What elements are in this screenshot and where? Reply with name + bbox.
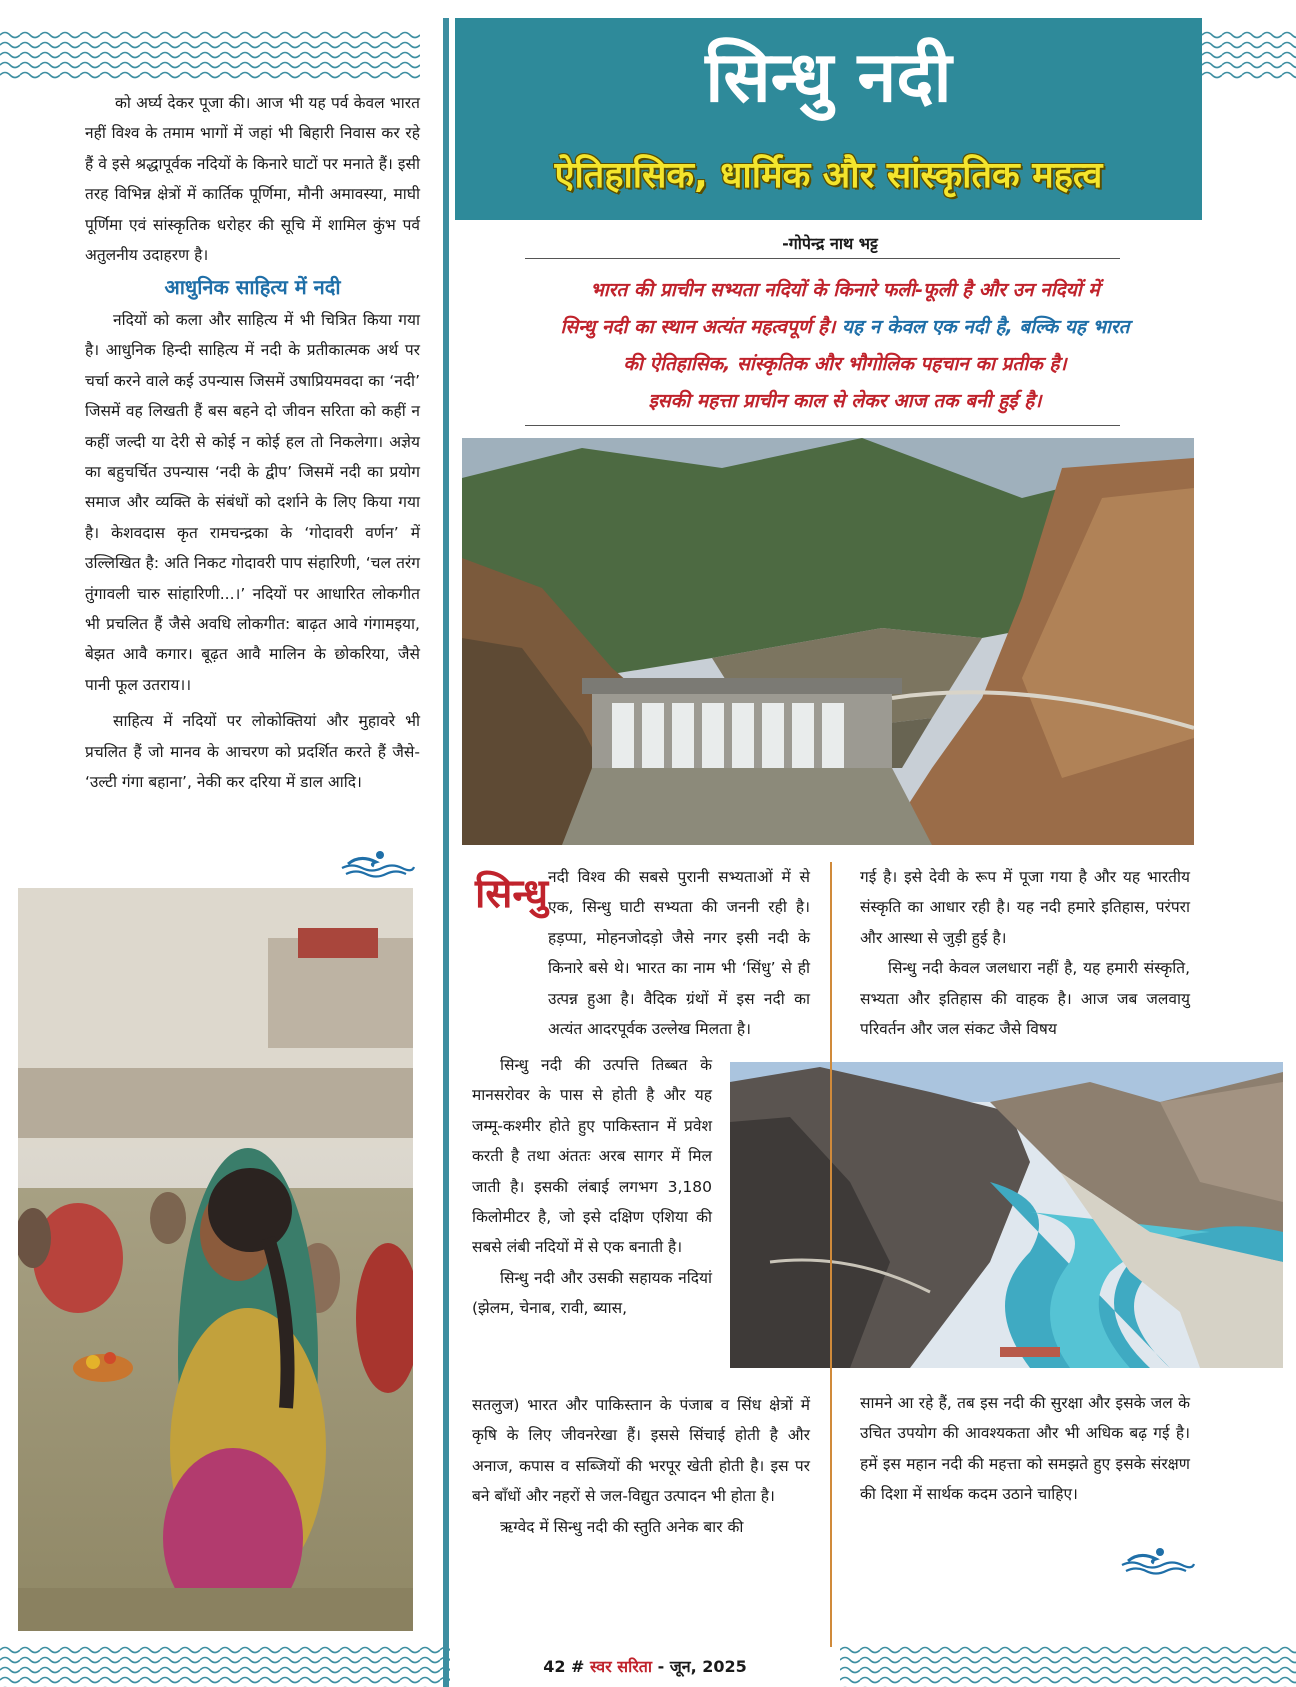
right-para-3: सामने आ रहे हैं, तब इस नदी की सुरक्षा और इसके जल के उचित उपयोग की आवश्यकता और भी अधिक बढ़ गई है। हमें इस महान नदी की महत्ता को समझते हुए इसके संरक्षण की दिशा में सार्थक कदम उठाने चाहिए। (860, 1394, 1190, 1504)
left-para-3: साहित्य में नदियों पर लोकोक्तियां और मुहावरे भी प्रचलित हैं जो मानव के आचरण को प्रदर्शित करते हैं जैसे- ‘उल्टी गंगा बहाना’, नेकी कर दरिया में डाल आदि। (85, 712, 420, 792)
intro-line-3: की ऐतिहासिक, सांस्कृतिक और भौगोलिक पहचान का प्रतीक है। (623, 353, 1067, 375)
middle-para-1a (548, 862, 810, 1044)
photo-river-confluence (730, 1062, 1283, 1368)
left-column-top (85, 88, 420, 270)
left-section-heading: आधुनिक साहित्य में नदी (164, 275, 341, 299)
intro-line-4: इसकी महत्ता प्राचीन काल से लेकर आज तक बनी हुई है। (648, 390, 1042, 412)
left-para-1: को अर्घ्य देकर पूजा की। आज भी यह पर्व केवल भारत नहीं विश्व के तमाम भागों में जहां भी बिहारी निवास कर रहे हैं वे इसे श्रद्धापूर्वक नदियों के किनारे घाटों पर मनाते हैं। इसी तरह विभिन्न क्षेत्रों में कार्तिक पूर्णिमा, मौनी अमावस्या, माघी पूर्णिमा एवं सांस्कृतिक धरोहर की सूचि में शामिल कुंभ पर्व अतुलनीय उदाहरण है। (85, 94, 420, 265)
intro-line-1: भारत की प्राचीन सभ्यता नदियों के किनारे फली-फूली है और उन नदियों में (590, 279, 1100, 301)
wave-ornament-icon (340, 848, 415, 878)
intro-line-2a: सिन्धु नदी का स्थान अत्यंत महत्वपूर्ण है। (560, 316, 836, 338)
dropcap (475, 870, 548, 918)
wave-ornament-icon (1120, 1545, 1195, 1575)
middle-para-4: ऋग्वेद में सिन्धु नदी की स्तुति अनेक बार की (500, 1517, 744, 1536)
intro-standfirst (500, 272, 1190, 420)
intro-bottom-rule (525, 425, 1120, 426)
top-left-wave-band (0, 30, 420, 80)
intro-line-2b: यह न केवल एक नदी है, बल्कि यह भारत (835, 316, 1130, 338)
middle-column-intro (548, 862, 810, 1044)
middle-para-2: सिन्धु नदी की उत्पत्ति तिब्बत के मानसरोवर के पास से होती है और यह जम्मू-कश्मीर होते हुए पाकिस्तान में प्रवेश करती है तथा अंततः अरब सागर में मिल जाती है। इसकी लंबाई लगभग 3,180 किलोमीटर है, जो इसे दक्षिण एशिया की सबसे लंबी नदियों में से एक बनाती है। (472, 1056, 712, 1257)
page-footer (450, 1655, 840, 1677)
middle-para-1-text: नदी विश्व की सबसे पुरानी सभ्यताओं में से एक, सिन्धु घाटी सभ्यता की जननी रही है। हड़प्पा, मोहनजोदड़ो जैसे नगर इसी नदी के किनारे बसे थे। भारत का नाम भी ‘सिंधु’ से ही उत्पन्न हुआ है। वैदिक ग्रंथों में इस नदी का अत्यंत आदरपूर्वक उल्लेख मिलता है। (548, 868, 810, 1039)
title-banner (455, 18, 1202, 220)
left-column-body (85, 305, 420, 798)
magazine-name: स्वर सरिता (590, 1657, 653, 1676)
author-byline: -गोपेन्द्र नाथ भट्ट (782, 234, 878, 253)
article-subtitle: ऐतिहासिक, धार्मिक और सांस्कृतिक महत्व (554, 155, 1103, 196)
column-rule (830, 862, 832, 1647)
bottom-left-wave-band (0, 1645, 450, 1687)
left-para-2: नदियों को कला और साहित्य में भी चित्रित किया गया है। आधुनिक हिन्दी साहित्य में नदी के प्रतीकात्मक अर्थ पर चर्चा करने वाले कई उपन्यास जिसमें उषाप्रियमवदा का ‘नदी’ जिसमें वह लिखती हैं बस बहने दो जीवन सरिता को कहीं न कहीं जल्दी या देरी से कोई न कोई हल तो निकलेगा। अज्ञेय का बहुचर्चित उपन्यास ‘नदी के द्वीप’ जिसमें नदी का प्रयोग समाज और व्यक्ति के संबंधों को दर्शाने के लिए किया गया है। केशवदास कृत रामचन्द्रका के ‘गोदावरी वर्णन’ में उल्लिखित है: अति निकट गोदावरी पाप संहारिणी, ‘चल तरंग तुंगावली चारु सांहारिणी...।’ नदियों पर आधारित लोकगीत भी प्रचलित हैं जैसे अवधि लोकगीत: बाढ़त आवे गंगामइया, बेझत आवै कगार। बूढ़त आवै मालिन के छोकरिया, जैसे पानी फूल उतराय।। (85, 311, 420, 694)
right-column-top (860, 862, 1190, 1044)
middle-column-body (472, 1050, 712, 1324)
middle-para-3a: सिन्धु नदी और उसकी सहायक नदियां (झेलम, चेनाब, रावी, ब्यास, (472, 1268, 712, 1318)
issue-date: - जून, 2025 (657, 1657, 747, 1676)
bottom-right-wave-band (840, 1645, 1296, 1687)
dropcap-text: सिन्धु (475, 871, 549, 917)
right-para-1: गई है। इसे देवी के रूप में पूजा गया है और यह भारतीय संस्कृति का आधार रही है। यह नदी हमारे इतिहास, परंपरा और आस्था से जुड़ी हुई है। (860, 868, 1190, 947)
right-para-2: सिन्धु नदी केवल जलधारा नहीं है, यह हमारी संस्कृति, सभ्यता और इतिहास की वाहक है। आज जब जलवायु परिवर्तन और जल संकट जैसे विषय (860, 959, 1190, 1039)
middle-column-lower (472, 1390, 810, 1542)
right-column-bottom (860, 1388, 1190, 1510)
spine-divider (443, 18, 449, 1687)
photo-dam (462, 438, 1194, 845)
top-right-wave-band (1202, 30, 1296, 80)
middle-para-3b: सतलुज) भारत और पाकिस्तान के पंजाब व सिंध क्षेत्रों में कृषि के लिए जीवनरेखा हैं। इससे सिंचाई होती है और अनाज, कपास व सब्जियों की भरपूर खेती होती है। इस पर बने बाँधों और नहरों से जल-विद्युत उत्पादन भी होता है। (472, 1396, 810, 1506)
photo-river-ritual (18, 888, 413, 1631)
article-title: सिन्धु नदी (705, 36, 952, 118)
page-number: 42 # (543, 1657, 585, 1676)
intro-top-rule (525, 258, 1120, 259)
